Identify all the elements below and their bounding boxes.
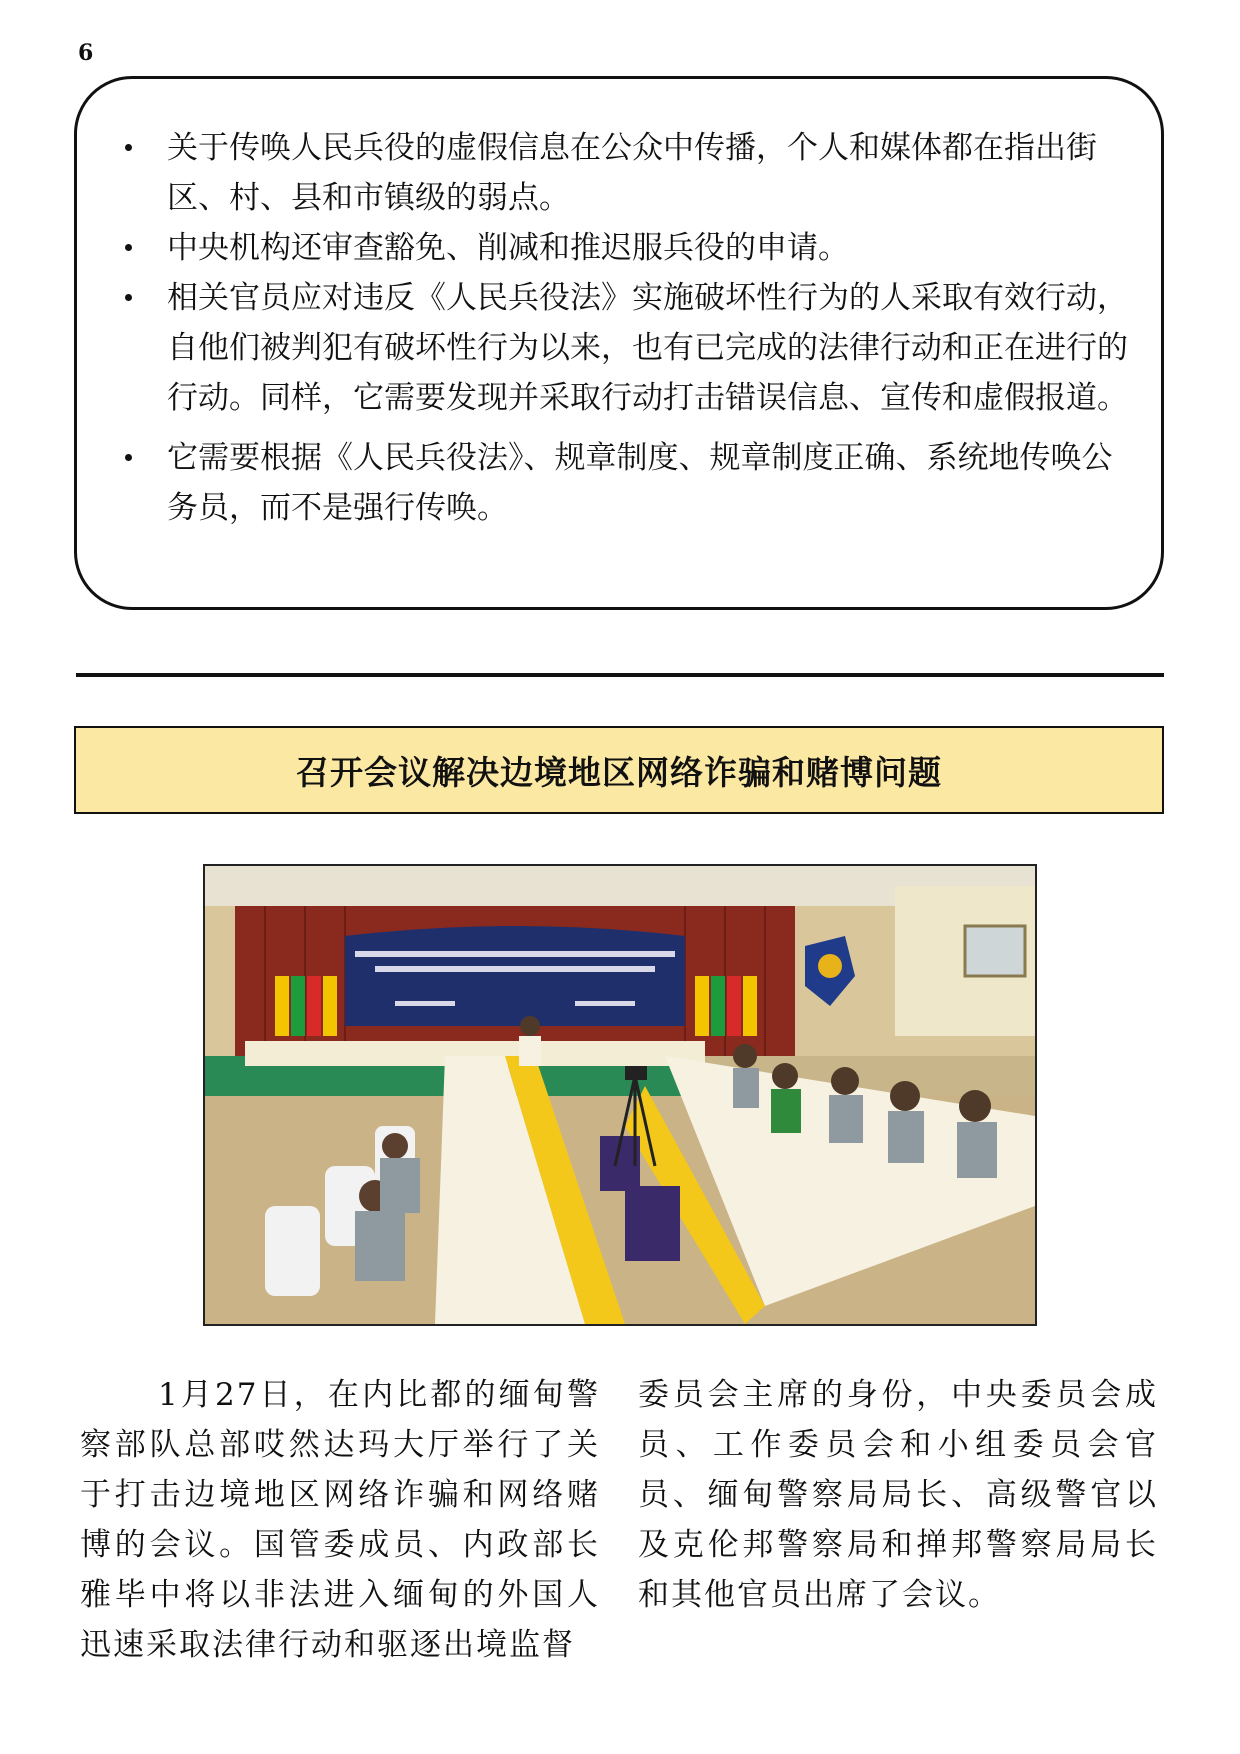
banner-text-line xyxy=(575,1001,635,1006)
wall-picture xyxy=(965,926,1025,976)
summary-bullet-item xyxy=(119,433,1131,533)
summary-bullet-text: 关于传唤人民兵役的虚假信息在公众中传播，个人和媒体都在指出街区、村、县和市镇级的弱点。 xyxy=(167,130,1097,216)
article-column-right: 委员会主席的身份，中央委员会成员、工作委员会和小组委员会官员、缅甸警察局局长、高级警官以及克伦邦警察局和掸邦警察局局长和其他官员出席了会议。 xyxy=(638,1377,1158,1613)
stage-banner xyxy=(345,926,685,1026)
page-number: 6 xyxy=(78,40,94,66)
summary-bullet-list xyxy=(119,123,1131,533)
summary-bullet-text: 中央机构还审查豁免、削减和推迟服兵役的申请。 xyxy=(167,230,849,266)
summary-bullet-item xyxy=(119,123,1131,223)
summary-callout-box xyxy=(74,76,1164,610)
summary-bullet-text: 相关官员应对违反《人民兵役法》实施破坏性行为的人采取有效行动，自他们被判犯有破坏性行为以来，也有已完成的法律行动和正在进行的行动。同样，它需要发现并采取行动打击错误信息、宣传和虚假报道。 xyxy=(167,280,1128,416)
bullet-icon xyxy=(125,144,132,151)
bullet-icon xyxy=(125,294,132,301)
bullet-icon xyxy=(125,454,132,461)
camera xyxy=(625,1066,647,1080)
meeting-photo xyxy=(203,864,1037,1326)
meeting-photo-illustration xyxy=(205,866,1035,1324)
banner-text-line xyxy=(375,966,655,972)
police-emblem xyxy=(818,954,842,978)
article-headline: 召开会议解决边境地区网络诈骗和赌博问题 xyxy=(296,752,942,792)
speaker xyxy=(520,1016,540,1036)
speaker xyxy=(519,1036,541,1066)
summary-bullet-text: 它需要根据《人民兵役法》、规章制度、规章制度正确、系统地传唤公务员，而不是强行传唤。 xyxy=(167,440,1113,526)
banner-text-line xyxy=(395,1001,455,1006)
headline-banner xyxy=(74,726,1164,814)
article-column-left: 1月27日，在内比都的缅甸警察部队总部哎然达玛大厅举行了关于打击边境地区网络诈骗和网络赌博的会议。国管委成员、内政部长雅毕中将以非法进入缅甸的外国人迅速采取法律行动和驱逐出境监督 xyxy=(80,1377,600,1663)
summary-bullet-item xyxy=(119,223,1131,273)
section-divider xyxy=(76,673,1164,677)
bullet-icon xyxy=(125,244,132,251)
summary-bullet-item xyxy=(119,273,1131,423)
banner-text-line xyxy=(355,951,675,957)
